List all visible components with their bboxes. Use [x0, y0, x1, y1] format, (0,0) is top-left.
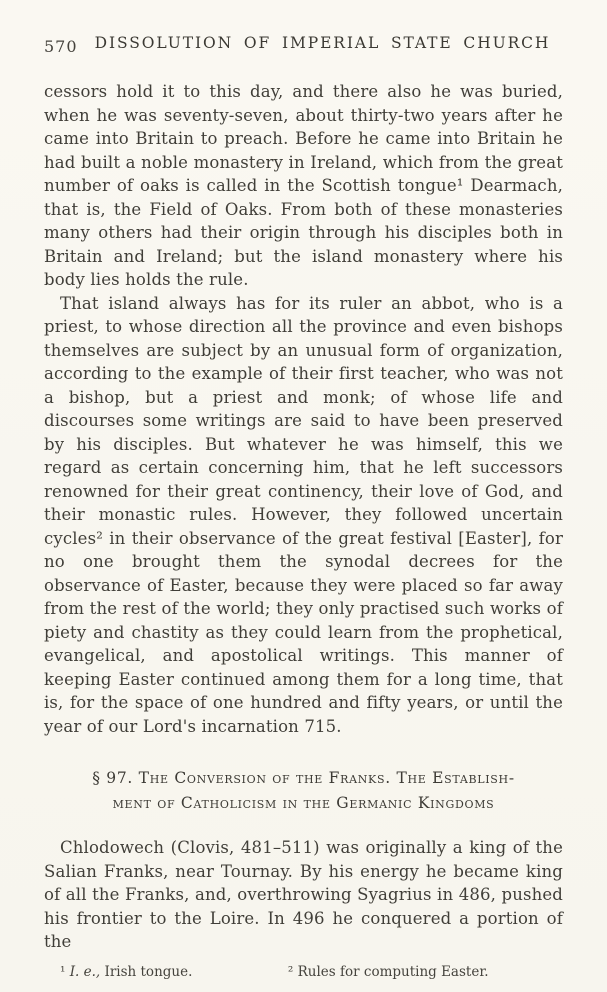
section-heading-line-2: ment of Catholicism in the Germanic Kingdoms	[112, 794, 495, 812]
page-body	[44, 80, 563, 954]
footnotes	[44, 963, 563, 981]
footnote-1-marker: ¹	[60, 963, 70, 980]
footnote-2: ² Rules for computing Easter.	[287, 963, 489, 980]
paragraph-continuation: cessors hold it to this day, and there also he was buried, when he was seventy-seven, about thirty-two years after he came into Britain to preach. Before he came into Britain he had built a noble monastery in Ireland, which from the great number of oaks is called in the Scottish tongue¹ Dearmach, that is, the Field of Oaks. From both of these monasteries many others had their origin through his disciples both in Britain and Ireland; but the island monastery where his body lies holds the rule.	[44, 82, 563, 289]
running-header-title: DISSOLUTION OF IMPERIAL STATE CHURCH	[94, 34, 551, 52]
section-heading	[44, 766, 563, 816]
footnote-1	[44, 963, 288, 981]
section-heading-line-1: § 97. The Conversion of the Franks. The Establish-	[92, 769, 515, 787]
paragraph-island-abbot: That island always has for its ruler an abbot, who is a priest, to whose direction all the province and even bishops themselves are subject by an unusual form of organization, according to the example of their first teacher, who was not a bishop, but a priest and monk; of whose life and discourses some writings are said to have been preserved by his disciples. But whatever he was himself, this we regard as certain concerning him, that he left successors renowned for their great continency, their love of God, and their monastic rules. However, they followed uncertain cycles² in their observance of the great festival [Easter], for no one brought them the synodal decrees for the observance of Easter, because they were placed so far away from the rest of the world; they only practised such works of piety and chastity as they could learn from the prophetical, evangelical, and apostolical writings. This manner of keeping Easter continued among them for a long time, that is, for the space of one hundred and fifty years, or until the year of our Lord's incarnation 715.	[44, 293, 563, 736]
page-number: 570	[44, 37, 78, 56]
footnote-1-abbreviation: I. e.,	[69, 963, 101, 980]
footnote-1-text: Irish tongue.	[100, 963, 193, 980]
paragraph-chlodowech: Chlodowech (Clovis, 481–511) was originally a king of the Salian Franks, near Tournay. By his energy he became king of all the Franks, and, overthrowing Syagrius in 486, pushed his frontier to the Loire. In 496 he conquered a portion of the	[44, 838, 563, 951]
page-header	[44, 34, 563, 62]
